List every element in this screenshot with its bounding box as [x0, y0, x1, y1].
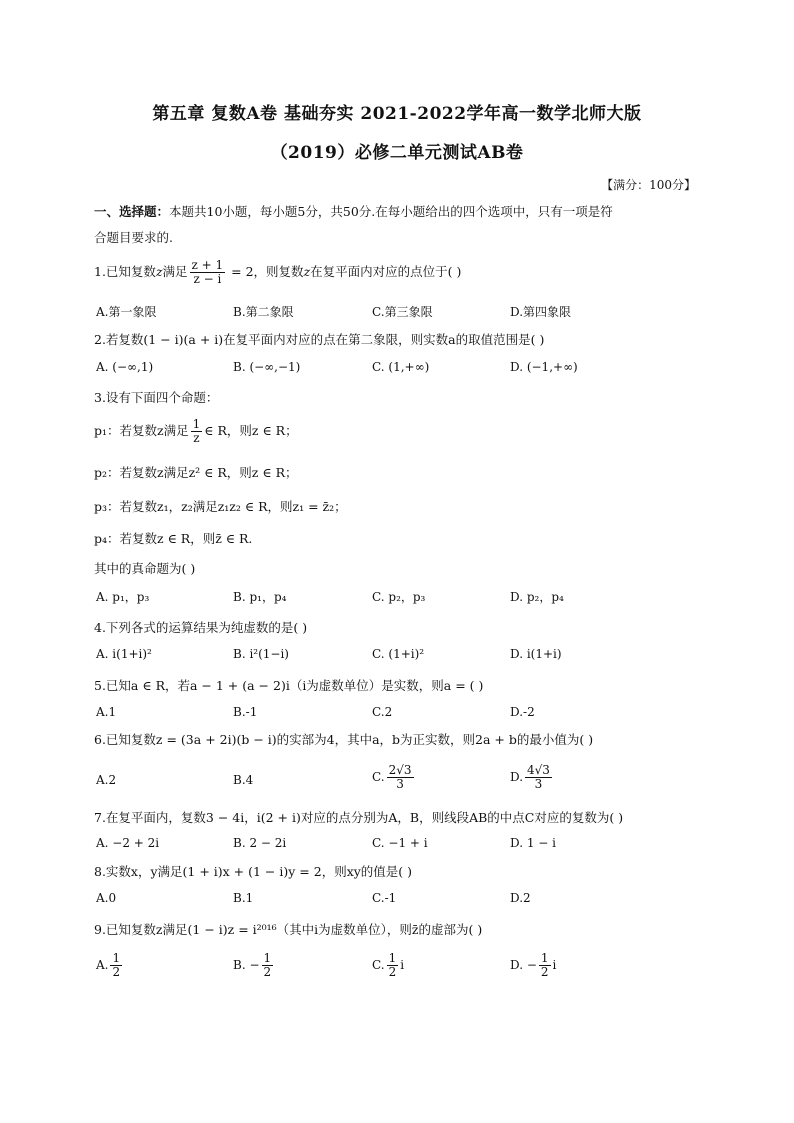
fraction-denominator: 2 — [112, 965, 121, 980]
fraction-denominator: 2 — [263, 965, 272, 980]
option-d[interactable]: D. 1 − i — [510, 836, 556, 850]
fraction-denominator: 2 — [388, 965, 397, 980]
option-label: C. — [372, 770, 385, 785]
fraction — [262, 952, 274, 979]
fraction-numerator: 1 — [112, 951, 121, 965]
options-6 — [96, 764, 716, 800]
option-suffix: i — [552, 958, 557, 973]
option-label: A. — [96, 958, 109, 973]
question-1 — [94, 259, 461, 286]
option-b[interactable]: B.-1 — [233, 705, 258, 719]
options-2 — [96, 360, 716, 378]
option-a[interactable]: A. i(1+i)² — [96, 647, 152, 661]
option-b[interactable]: B. p₁，p₄ — [233, 590, 287, 604]
question-5: 5.已知a ∈ R，若a − 1 + (a − 2)i（i为虚数单位）是实数，则a = ( ) — [94, 678, 484, 693]
options-1 — [96, 303, 716, 321]
options-5 — [96, 705, 716, 723]
options-8 — [96, 891, 716, 909]
option-c[interactable]: C. (1,+∞) — [372, 360, 430, 374]
option-d[interactable]: D.2 — [510, 891, 531, 905]
option-a[interactable]: A.0 — [96, 891, 117, 905]
option-a[interactable]: A.2 — [96, 773, 117, 787]
fraction-numerator: 4√3 — [527, 763, 550, 777]
option-b[interactable]: B.1 — [233, 891, 254, 905]
option-d[interactable]: D. (−1,+∞) — [510, 360, 578, 374]
fraction — [387, 952, 399, 979]
option-label: D. — [510, 770, 524, 785]
question-text: 在复平面内对应的点位于( ) — [310, 264, 462, 280]
question-3-closing: 其中的真命题为( ) — [94, 561, 196, 576]
option-b[interactable]: B. 2 − 2i — [233, 836, 287, 850]
fraction — [190, 259, 226, 286]
fraction — [191, 418, 203, 445]
option-a[interactable]: A.1 — [96, 705, 117, 719]
option-a[interactable] — [96, 952, 124, 979]
option-c[interactable]: C.第三象限 — [372, 305, 433, 319]
proposition-text: 若复数z满足 — [119, 423, 189, 439]
question-text: 满足 — [162, 264, 188, 280]
fraction-numerator: 1 — [192, 417, 201, 431]
question-4: 4.下列各式的运算结果为纯虚数的是( ) — [94, 620, 308, 635]
options-7 — [96, 836, 716, 854]
option-label: C. — [372, 958, 385, 973]
fraction — [110, 952, 122, 979]
option-b[interactable]: B. (−∞,−1) — [233, 360, 301, 374]
question-2: 2.若复数(1 − i)(a + i)在复平面内对应的点在第二象限，则实数a的取值范围是( ) — [94, 332, 545, 347]
fraction-denominator: 2 — [540, 965, 549, 980]
option-a[interactable]: A. (−∞,1) — [96, 360, 154, 374]
proposition-text: ∈ R，则z ∈ R； — [204, 423, 298, 439]
proposition-p4: p₄：若复数z ∈ R，则z̄ ∈ R. — [94, 531, 253, 546]
option-label: D. − — [510, 958, 537, 973]
option-d[interactable]: D. i(1+i) — [510, 647, 562, 661]
section-intro-text: 本题共10小题，每小题5分，共50分.在每小题给出的四个选项中，只有一项是符 — [169, 204, 613, 219]
option-c[interactable]: C. p₂，p₃ — [372, 590, 426, 604]
option-b[interactable]: B.4 — [233, 773, 254, 787]
option-b[interactable] — [233, 952, 275, 979]
option-c[interactable] — [372, 952, 404, 979]
question-text: 1.已知复数 — [94, 264, 156, 280]
fraction — [387, 764, 414, 791]
math-var: z — [303, 264, 311, 280]
option-a[interactable]: A. −2 + 2i — [96, 836, 160, 850]
question-6: 6.已知复数z = (3a + 2i)(b − i)的实部为4，其中a，b为正实数，则2a + b的最小值为( ) — [94, 732, 594, 747]
option-c[interactable]: C. −1 + i — [372, 836, 428, 850]
proposition-p1 — [94, 418, 298, 445]
math-var: z — [155, 264, 163, 280]
fraction-numerator: 1 — [540, 951, 549, 965]
option-c[interactable]: C.-1 — [372, 891, 397, 905]
options-4 — [96, 647, 716, 665]
option-label: B. − — [233, 958, 260, 973]
options-3 — [96, 588, 716, 606]
option-b[interactable]: B. i²(1−i) — [233, 647, 289, 661]
section-intro-cont: 合题目要求的. — [94, 230, 173, 245]
fraction-denominator: z — [193, 431, 200, 446]
question-text: = 2，则复数 — [227, 264, 304, 280]
fraction — [539, 952, 551, 979]
score-label: 【满分：100分】 — [601, 178, 696, 192]
proposition-p2: p₂：若复数z满足z² ∈ R，则z ∈ R； — [94, 465, 298, 480]
option-d[interactable]: D.-2 — [510, 705, 535, 719]
option-suffix: i — [400, 958, 405, 973]
page-subtitle: （2019）必修二单元测试AB卷 — [270, 143, 524, 163]
fraction-numerator: 2√3 — [388, 763, 412, 777]
page-title: 第五章 复数A卷 基础夯实 2021-2022学年高一数学北师大版 — [152, 104, 642, 124]
section-intro — [94, 202, 613, 220]
section-heading: 一、选择题： — [94, 204, 170, 219]
fraction-denominator: z − i — [193, 272, 222, 287]
option-c[interactable]: C.2 — [372, 705, 393, 719]
option-d[interactable]: D. p₂，p₄ — [510, 590, 564, 604]
fraction-numerator: 1 — [388, 951, 397, 965]
fraction-denominator: 3 — [396, 777, 404, 792]
option-d[interactable] — [510, 952, 556, 979]
option-d[interactable]: D.第四象限 — [510, 305, 572, 319]
options-9 — [96, 952, 716, 988]
option-a[interactable]: A.第一象限 — [96, 305, 157, 319]
option-a[interactable]: A. p₁，p₃ — [96, 590, 150, 604]
question-3: 3.设有下面四个命题： — [94, 390, 219, 405]
question-7: 7.在复平面内，复数3 − 4i，i(2 + i)对应的点分别为A，B，则线段AB的中点C对应的复数为( ) — [94, 810, 624, 825]
option-c[interactable]: C. (1+i)² — [372, 647, 425, 661]
proposition-label: p₁： — [94, 423, 120, 439]
option-c[interactable] — [372, 764, 416, 791]
fraction — [525, 764, 552, 791]
fraction-denominator: 3 — [534, 777, 543, 792]
question-9: 9.已知复数z满足(1 − i)z = i²⁰¹⁶（其中i为虚数单位），则z̄的虚部为( ) — [94, 922, 483, 937]
option-b[interactable]: B.第二象限 — [233, 305, 294, 319]
option-d[interactable] — [510, 764, 554, 791]
fraction-numerator: 1 — [263, 951, 272, 965]
question-8: 8.实数x，y满足(1 + i)x + (1 − i)y = 2，则xy的值是( ) — [94, 864, 413, 879]
proposition-p3: p₃：若复数z₁，z₂满足z₁z₂ ∈ R，则z₁ = z̄₂； — [94, 499, 347, 514]
fraction-numerator: z + 1 — [191, 258, 224, 272]
